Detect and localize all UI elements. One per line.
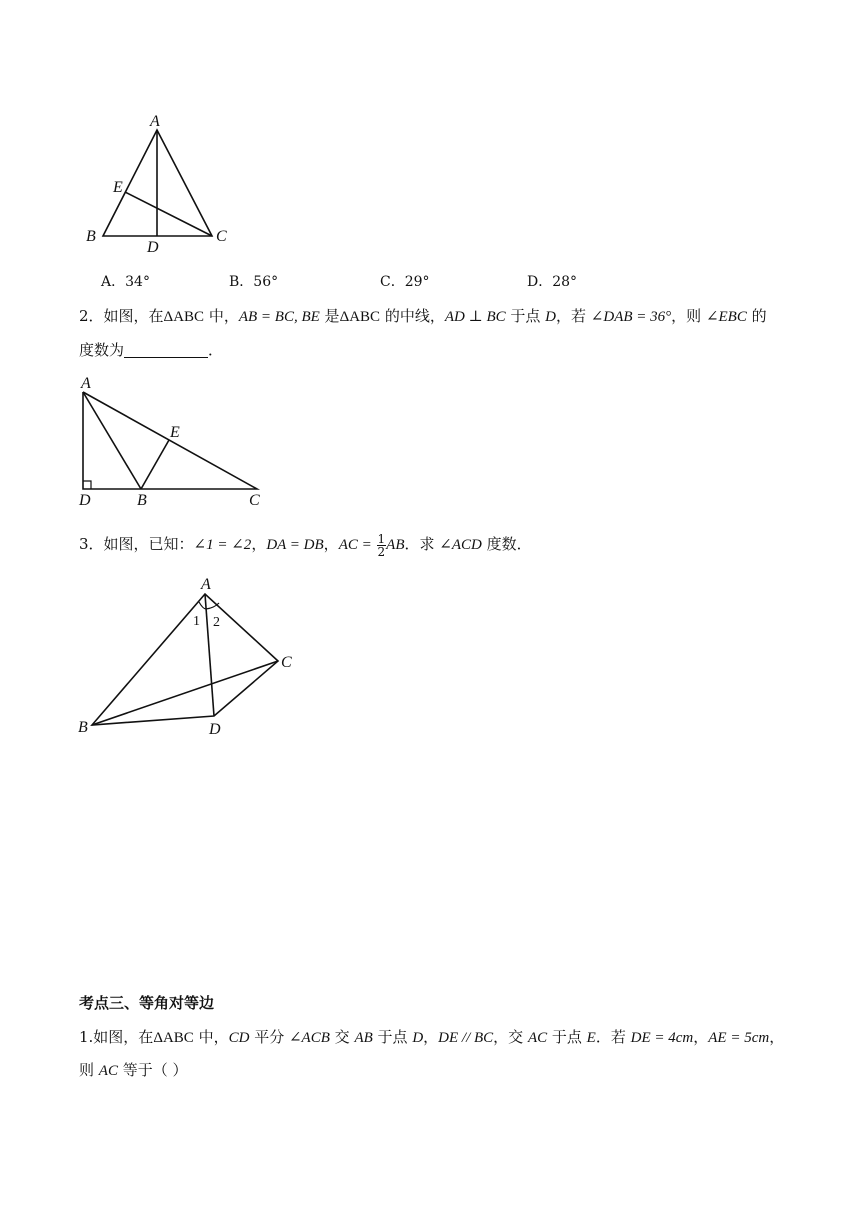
label-e: E [113,179,123,196]
q2-text: 是 [319,307,340,325]
q2-number: 2．如图，在 [79,307,164,325]
q3-condition-1: ∠1 = ∠2 [193,537,252,553]
s3-point-d: D [412,1030,424,1046]
q3-text: ．求 [404,535,440,553]
option-d-value: 28° [552,274,578,290]
q2-text: 的 [746,307,767,325]
q2-text: 于点 [505,307,546,325]
label-a: A [150,113,160,130]
s3-text: ．若 [595,1028,631,1046]
s3-text: ，交 [493,1028,528,1046]
q2-point: D [545,309,557,325]
label-b: B [86,228,96,245]
label-a: A [201,576,211,593]
s3-text: 中， [193,1028,229,1046]
s3-ac: AC [527,1030,548,1046]
s3-cd: CD [228,1030,250,1046]
s3-ae-length: AE = 5cm [708,1030,770,1046]
q3-condition-3-right: AB [386,537,405,553]
option-a-value: 34° [125,274,150,290]
option-b-letter: B． [229,274,254,290]
s3-de-length: DE = 4cm [630,1030,694,1046]
option-c-value: 29° [404,274,430,290]
fraction-denominator: 2 [377,544,386,559]
q2-period: ． [208,341,224,359]
s3-text: ， [423,1028,439,1046]
q3-text: ， [323,535,339,553]
q2-target-angle: ∠EBC [705,309,747,325]
s3-text: ， [769,1028,785,1046]
label-d: D [147,239,159,256]
s3-parallel: DE // BC [438,1030,494,1046]
s3-text: ， [693,1028,709,1046]
fraction-numerator: 1 [377,531,386,546]
option-c-letter: C． [380,274,405,290]
s3-angle-acb: ∠ACB [288,1030,330,1046]
section-3-question-1-line-1 [79,1026,784,1047]
q2-text: 中， [204,307,239,325]
quadrilateral-abdc [92,594,278,725]
section-heading: 考点三、等角对等边 [79,994,215,1012]
label-a: A [81,375,91,392]
q2-condition-2: AD ⊥ BC [444,309,506,325]
s3-answer-prompt: 等于（ ） [117,1061,188,1079]
s3-text: 于点 [547,1028,587,1046]
q3-target-angle: ∠ACD [439,537,482,553]
label-d: D [209,721,221,738]
label-c: C [249,492,260,509]
q3-condition-2: DA = DB [266,537,324,553]
angle-label-1: 1 [193,614,200,629]
s3-q1-number: 1.如图，在 [79,1028,154,1046]
s3-text: 交 [329,1028,355,1046]
s3-text: 平分 [249,1028,289,1046]
segment-ad [205,594,214,716]
label-c: C [281,654,292,671]
s3-text: 则 [79,1061,99,1079]
q3-text: ， [251,535,267,553]
option-b-value: 56° [253,274,279,290]
s3-ab: AB [354,1030,373,1046]
q2-text: 的中线， [380,307,445,325]
label-d: D [79,492,91,509]
q2-condition-1: AB = BC, BE [238,309,320,325]
option-a-letter: A． [101,274,126,290]
section-3-question-1-line-2 [79,1059,188,1080]
label-b: B [78,719,88,736]
q2-text: ，若 [556,307,591,325]
q2-prompt: 度数为 [79,341,125,359]
label-e: E [170,424,180,441]
s3-triangle: ΔABC [153,1030,194,1046]
q2-text: ，则 [671,307,706,325]
option-d-letter: D． [527,274,553,290]
q2-triangle: ΔABC [339,309,381,325]
s3-point-e: E [586,1030,596,1046]
angle-label-2: 2 [213,615,220,630]
q2-condition-3: ∠DAB = 36° [590,309,672,325]
q3-text: 度数． [481,535,532,553]
q3-condition-3-left: AC = [338,537,372,553]
label-b: B [137,492,147,509]
label-c: C [216,228,227,245]
q3-number: 3．如图，已知： [79,535,194,553]
q2-triangle: ΔABC [163,309,205,325]
s3-ac: AC [98,1063,118,1079]
s3-text: 于点 [372,1028,413,1046]
